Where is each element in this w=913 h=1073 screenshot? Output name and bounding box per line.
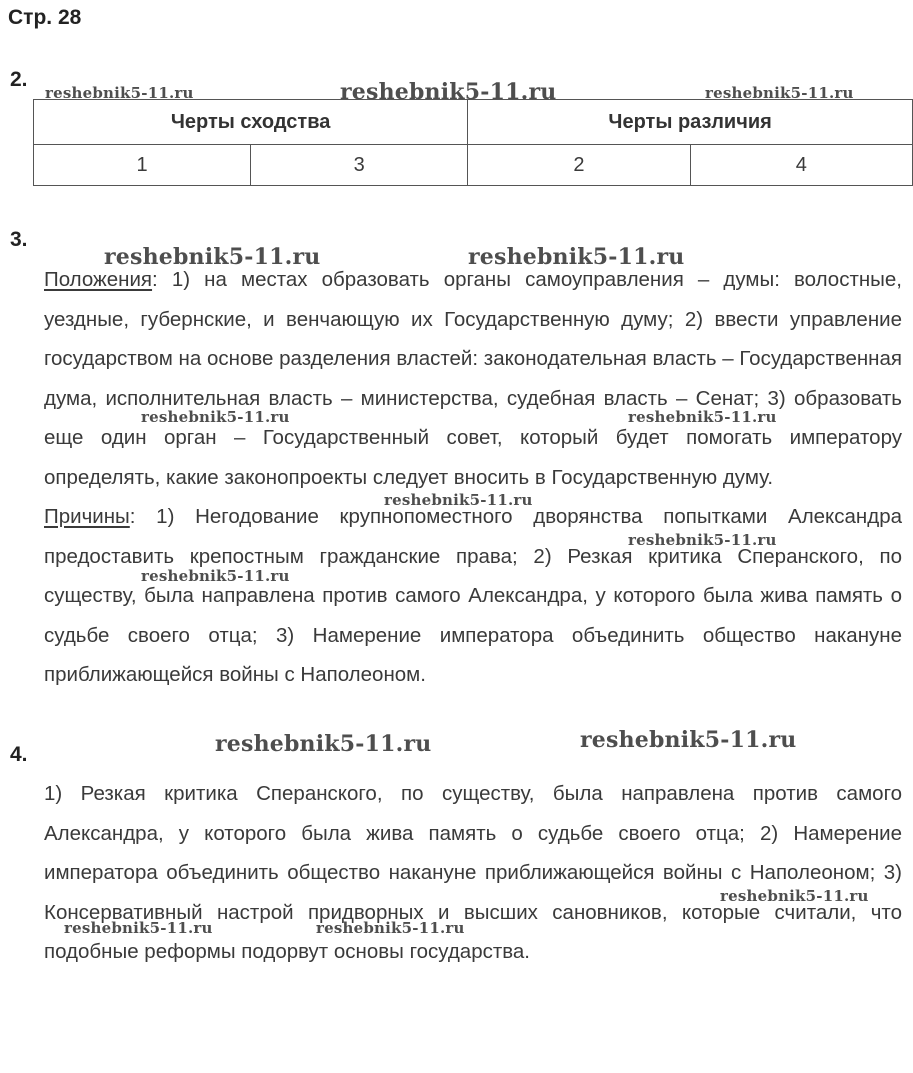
provisions-label: Положения [44,268,153,291]
watermark: reshebnik5-11.ru [104,244,321,270]
provisions-text: : 1) на местах образовать органы самоуправления – думы: волостные, уездные, губернские, и венчающую их Государственную думу; 2) ввести управление государством на основе разделения властей: законодательная власть – Государственная дума, исполнительная власть – министерства, судебная власть – Сенат; 3) образовать еще один орган – Государственный совет, который будет помогать императору определять, какие законопроекты следует вносить в Государственную думу. [44,268,902,489]
watermark: reshebnik5-11.ru [141,408,290,426]
watermark: reshebnik5-11.ru [580,727,797,753]
comparison-table [33,99,913,186]
table-cell: 2 [468,145,690,186]
watermark: reshebnik5-11.ru [705,84,854,102]
watermark: reshebnik5-11.ru [628,531,777,549]
task-4-answer [44,774,902,972]
watermark: reshebnik5-11.ru [468,244,685,270]
reasons-label: Причины [44,505,130,528]
task-3-answer [44,260,902,695]
table-cell: 3 [251,145,468,186]
watermark: reshebnik5-11.ru [45,84,194,102]
table-row [34,145,913,186]
task-3-number: 3. [10,228,28,251]
reasons-paragraph [44,497,902,695]
watermark: reshebnik5-11.ru [316,919,465,937]
watermark: reshebnik5-11.ru [64,919,213,937]
table-cell: 1 [34,145,251,186]
task-2-number: 2. [10,68,28,91]
task-4-text: 1) Резкая критика Сперанского, по существу, была направлена против самого Александра, у которого была жива память о судьбе своего отца; 2) Намерение императора объединить общество накануне приближающейся войны с Наполеоном; 3) Консервативный настрой придворных и высших сановников, которые считали, что подобные реформы подорвут основы государства. [44,782,902,963]
watermark: reshebnik5-11.ru [628,408,777,426]
table-cell: 4 [690,145,912,186]
watermark: reshebnik5-11.ru [720,887,869,905]
provisions-paragraph [44,260,902,497]
watermark: reshebnik5-11.ru [141,567,290,585]
reasons-text: : 1) Негодование крупнопоместного дворянства попытками Александра предоставить крепостным гражданские права; 2) Резкая критика Сперанского, по существу, была направлена против самого Александра, у которого была жива память о судьбе своего отца; 3) Намерение императора объединить общество накануне приближающейся войны с Наполеоном. [44,505,902,686]
table-header-row [34,100,913,145]
header-similarities: Черты сходства [34,100,468,145]
watermark: reshebnik5-11.ru [215,731,432,757]
page-title: Стр. 28 [8,6,82,29]
watermark: reshebnik5-11.ru [384,491,533,509]
task-4-number: 4. [10,743,28,766]
watermark: reshebnik5-11.ru [340,79,557,105]
header-differences: Черты различия [468,100,913,145]
